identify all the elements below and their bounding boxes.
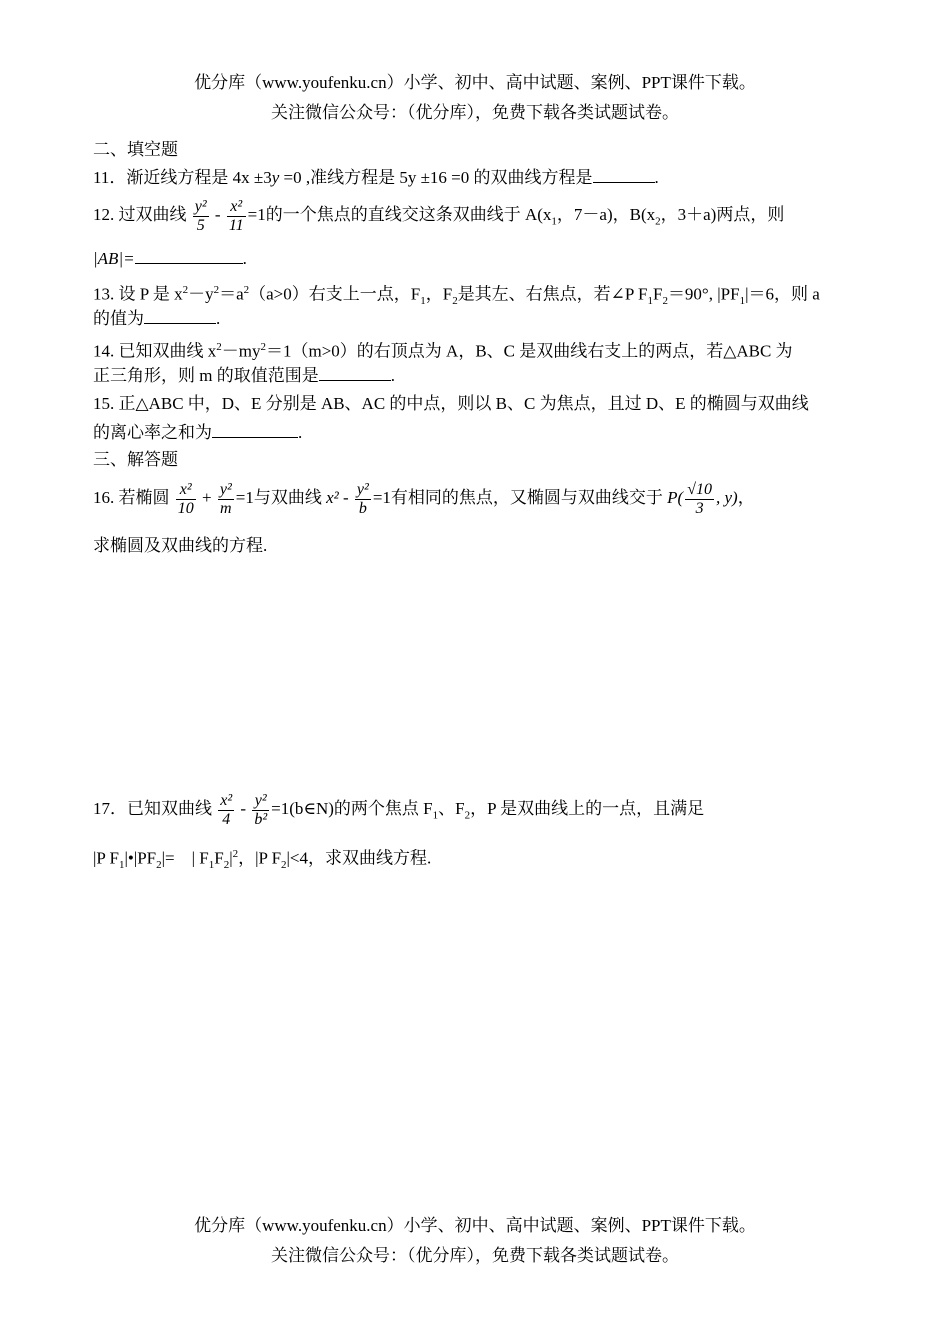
question-15-line-2: 的离心率之和为 . [93,423,303,442]
fraction: $\frac{\text{y²}}{5}$ [194,197,207,234]
question-16-line-2: 求椭圆及双曲线的方程. [93,536,268,555]
answer-blank [212,421,298,438]
answer-blank [144,307,216,324]
question-15: 15. 正△ABC 中，D、E 分别是 AB、AC 的中点，则以 B、C 为焦点，且过 D、E 的椭圆与双曲线 [93,394,809,413]
question-14-line-2: 正三角形，则 m 的取值范围是 . [93,366,395,385]
fraction: $\frac{\text{y²}}{\text{b²}}$ [254,791,268,828]
fraction: $\frac{\text{y²}}{m}$ [219,480,232,517]
question-17: 17．已知双曲线 $\frac{\text{x²}}{4}$ - $\frac{\text{y²}}{\text{b²}}$ =1(b∈N)的两个焦点 $F_1$、$F_2$，P 是双曲线上的一点，且满足 [93,791,705,828]
header-line-1: 优分库（www.youfenku.cn）小学、初中、高中试题、案例、PPT课件下载。 [194,73,756,92]
fraction: $\frac{\text{x²}}{11}$ [228,197,244,234]
question-13-line-2: 的值为 . [93,309,221,328]
question-12: 12. 过双曲线 $\frac{\text{y²}}{5}$ - $\frac{\text{x²}}{11}$ =1的一个焦点的直线交这条双曲线于 $A(x_1$，7－a)，$B(x_2$，3＋a)两点，则 [93,197,785,234]
fraction: $\frac{√10}{3}$ [687,480,712,517]
fraction: $\frac{\text{x²}}{4}$ [220,791,233,828]
section-title-fill-blank: 二、填空题 [93,140,178,159]
question-11: 11．渐近线方程是 4x ±3y =0 ,准线方程是 5y ±16 =0 的双曲线方程是 . [93,168,659,187]
question-16: 16. 若椭圆 $\frac{\text{x²}}{10}$ + $\frac{\text{y²}}{m}$ =1与双曲线 x² - $\frac{\text{y²}}{b}$ =1有相同的焦点，又椭圆与双曲线交于 P( $\frac{√10}{3}$ , y)， [93,480,755,517]
question-12-line-2: |AB|= . [93,249,247,268]
fraction: $\frac{\text{y²}}{b}$ [356,480,369,517]
answer-blank [593,166,655,183]
header-line-2: 关注微信公众号：（优分库），免费下载各类试题试卷。 [271,103,679,122]
question-14: 14. 已知双曲线 $x^2-my^2=1(m>0)$的右顶点为 A，B、C 是双曲线右支上的两点，若△ABC 为 [93,341,793,361]
section-title-solve: 三、解答题 [93,450,178,469]
answer-blank [135,247,243,264]
answer-blank [319,364,391,381]
question-17-line-2: |P $F_1|•|PF_2|=$ | $F_1F_2|^2$，|P $F_2|<4$，求双曲线方程. [93,848,432,872]
fraction: $\frac{\text{x²}}{10}$ [177,480,194,517]
footer-line-1: 优分库（www.youfenku.cn）小学、初中、高中试题、案例、PPT课件下载。 [194,1216,756,1235]
question-13: 13. 设 P 是 $x^2-y^2=a^2(a>0)$右支上一点，$F_1$，$F_2$是其左、右焦点，若∠P $F_1F_2=90^\circ$, $|PF_1|=6$，则 a [93,284,820,308]
footer-line-2: 关注微信公众号：（优分库），免费下载各类试题试卷。 [271,1246,679,1265]
